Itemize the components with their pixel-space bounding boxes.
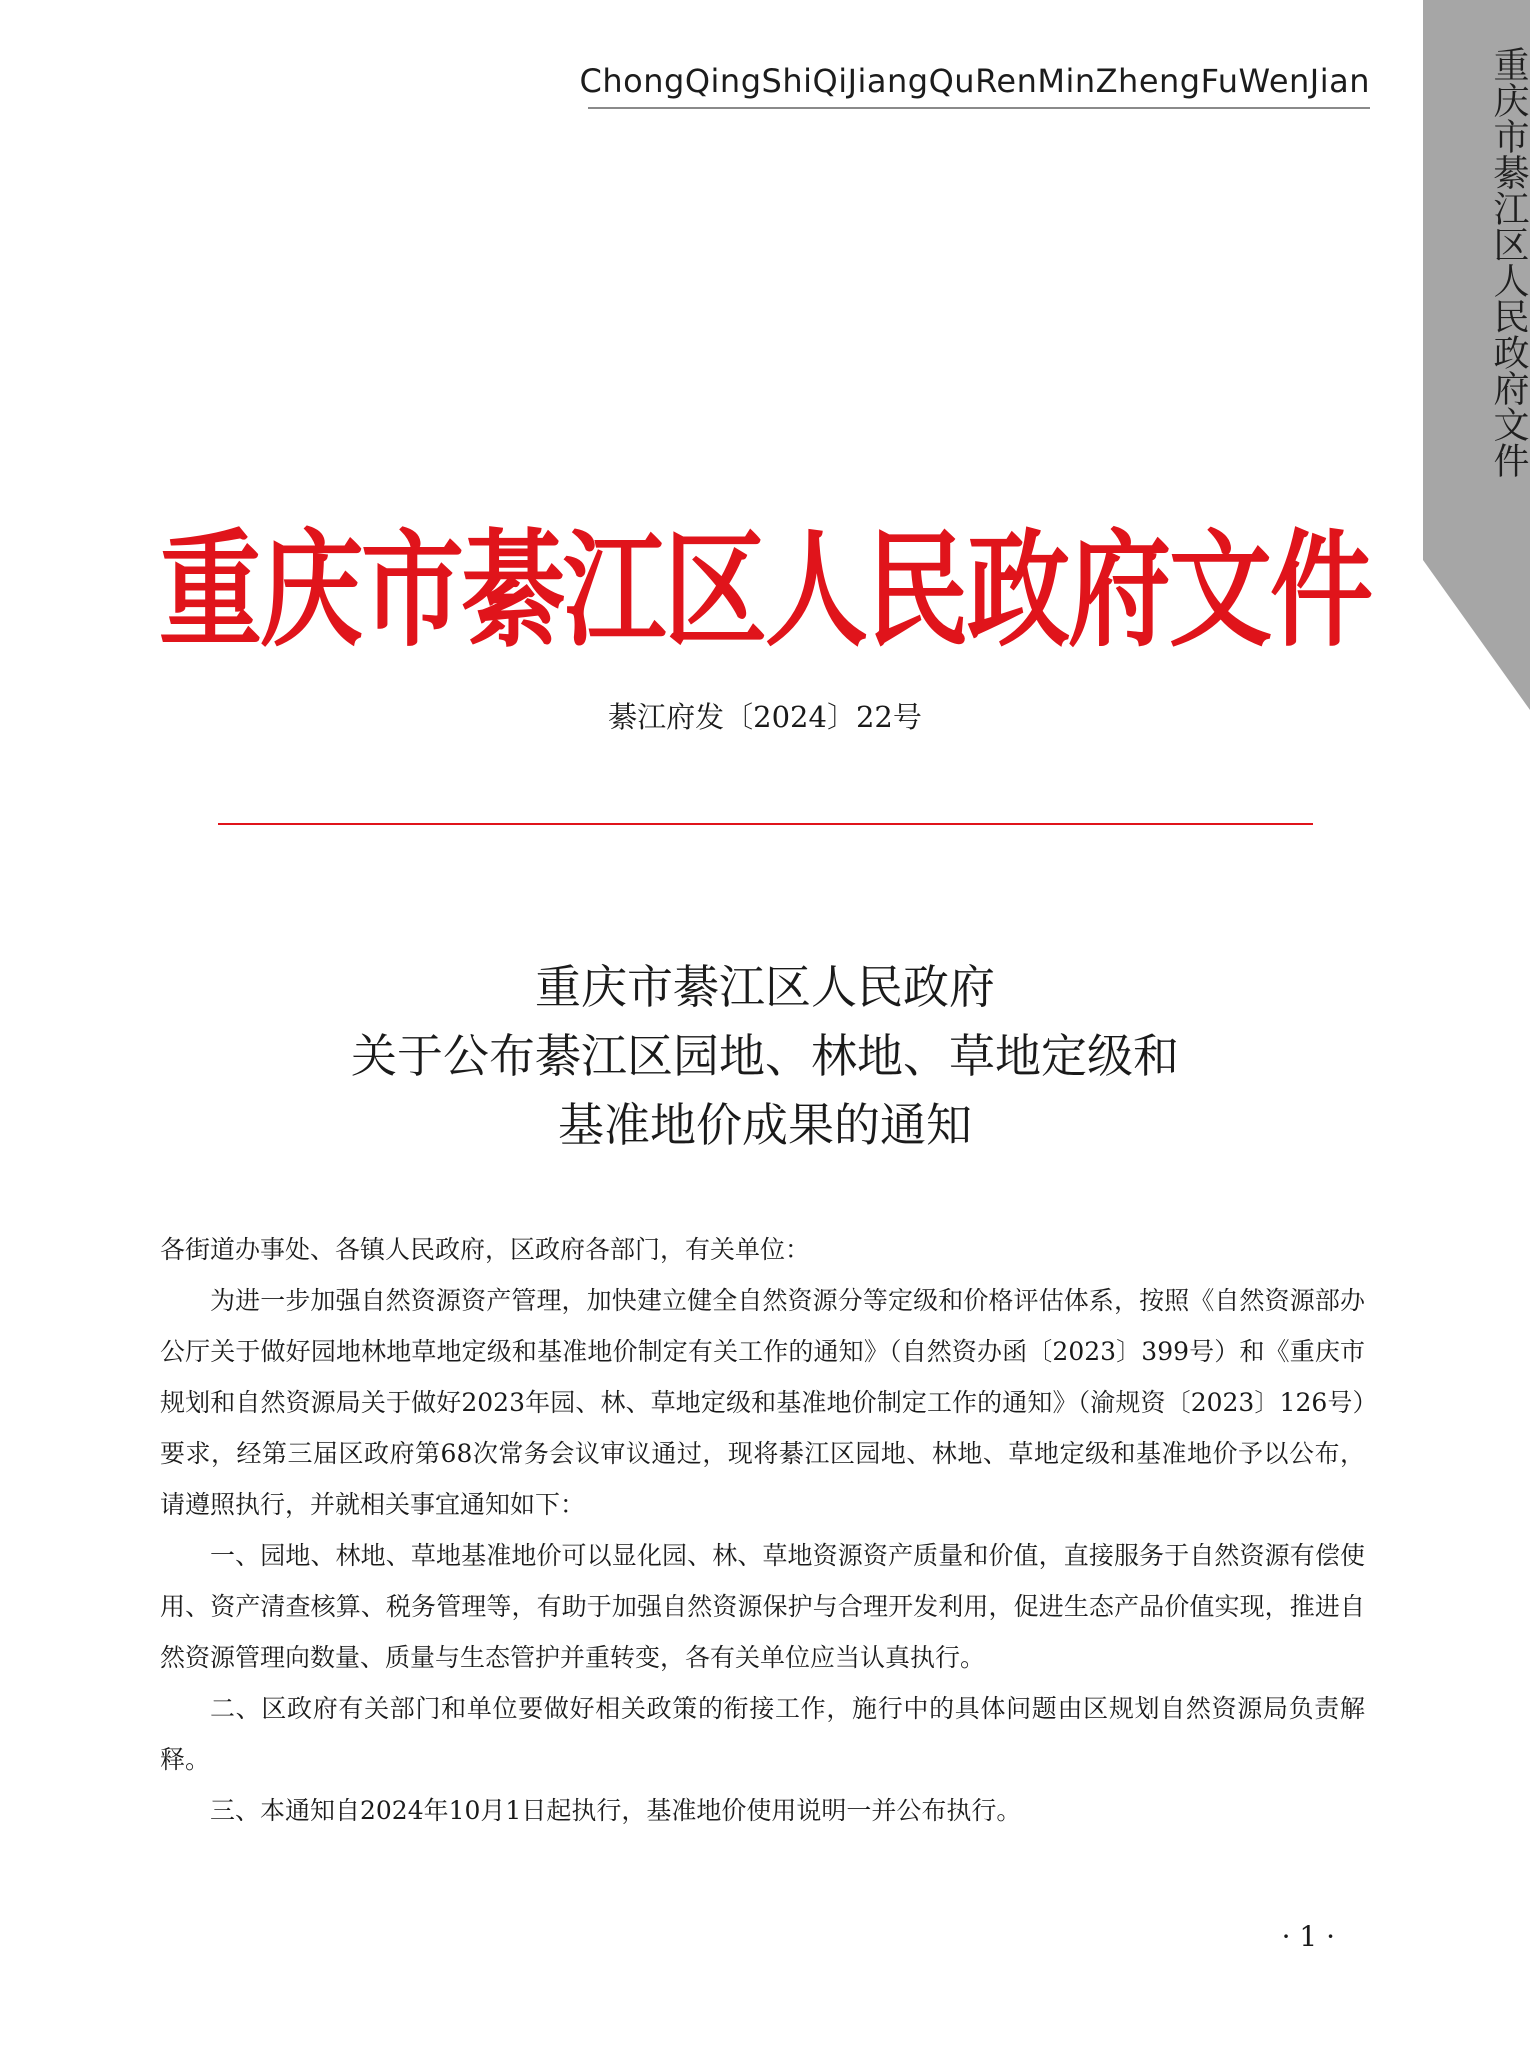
side-tab-label: 重庆市綦江区人民政府文件 (1488, 46, 1529, 478)
notice-title-line-3: 基准地价成果的通知 (558, 1098, 972, 1152)
masthead-title: 重庆市綦江区人民政府文件 (159, 518, 1371, 665)
salutation: 各街道办事处、各镇人民政府，区政府各部门，有关单位： (160, 1235, 811, 1264)
notice-body (160, 1224, 1365, 1836)
page-number: · 1 · (1281, 1920, 1335, 1953)
header-rule (588, 107, 1370, 109)
notice-title-line-2: 关于公布綦江区园地、林地、草地定级和 (351, 1029, 1179, 1083)
masthead-divider (218, 823, 1313, 825)
notice-title-line-1: 重庆市綦江区人民政府 (535, 960, 995, 1014)
header-pinyin: ChongQingShiQiJiangQuRenMinZhengFuWenJian (579, 62, 1370, 100)
paragraph-intro: 为进一步加强自然资源资产管理，加快建立健全自然资源分等定级和价格评估体系，按照《自然资源部办公厅关于做好园地林地草地定级和基准地价制定有关工作的通知》（自然资办函〔2023〕399号）和《重庆市规划和自然资源局关于做好2023年园、林、草地定级和基准地价制定工作的通知》（渝规资〔2023〕126号）要求，经第三届区政府第68次常务会议审议通过，现将綦江区园地、林地、草地定级和基准地价予以公布，请遵照执行，并就相关事宜通知如下： (160, 1286, 1365, 1519)
document-number: 綦江府发〔2024〕22号 (608, 700, 922, 734)
paragraph-item-2: 二、区政府有关部门和单位要做好相关政策的衔接工作，施行中的具体问题由区规划自然资源局负责解释。 (160, 1694, 1365, 1774)
paragraph-item-1: 一、园地、林地、草地基准地价可以显化园、林、草地资源资产质量和价值，直接服务于自然资源有偿使用、资产清查核算、税务管理等，有助于加强自然资源保护与合理开发利用，促进生态产品价值实现，推进自然资源管理向数量、质量与生态管护并重转变，各有关单位应当认真执行。 (160, 1541, 1365, 1672)
notice-title (0, 953, 1530, 1160)
paragraph-item-3: 三、本通知自2024年10月1日起执行，基准地价使用说明一并公布执行。 (210, 1796, 1022, 1825)
